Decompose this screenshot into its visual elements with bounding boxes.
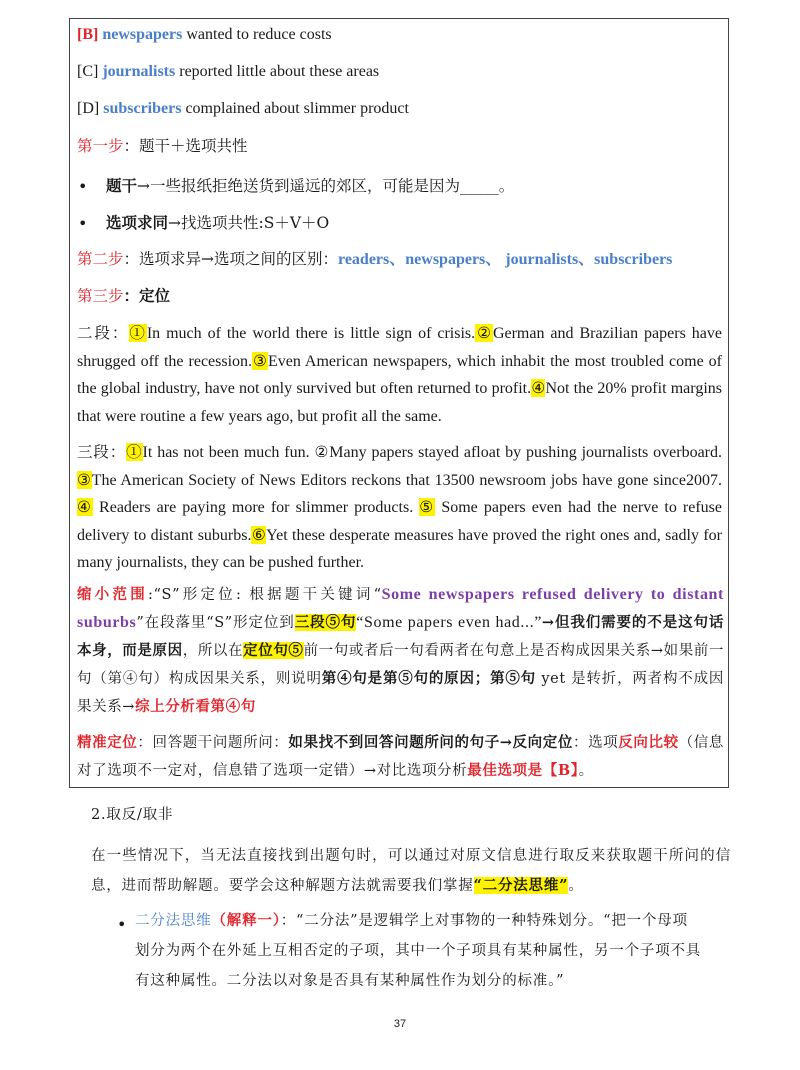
- option-b-subject: newspapers: [102, 26, 183, 43]
- paragraph-2: [77, 320, 722, 430]
- intro-end: 。: [568, 878, 584, 894]
- step1-label: 第一步: [77, 137, 124, 155]
- step2-label: 第二步: [77, 250, 124, 268]
- para2-sentence-3: Even American newspapers, which inhabit the most troubled come of the global industry, have not only survived but often returned to profit.: [77, 352, 722, 397]
- step2-line: [77, 249, 672, 270]
- narrow-text-4: →但我们需要的不是这句话本身，而是原因: [77, 614, 725, 659]
- explain-line-1: [135, 906, 735, 936]
- step3-text: ：定位: [123, 286, 171, 305]
- step1-bullet1: [106, 176, 514, 196]
- para3-label: 三段：: [77, 443, 127, 461]
- option-b: [77, 25, 332, 45]
- narrow-keyword: Some newspapers refused delivery to distant suburbs: [77, 586, 724, 631]
- para2-sentence-1: In much of the world there is little sign of crisis.: [146, 325, 476, 342]
- para3-sentence-5: Some papers even had the nerve to refuse delivery to distant suburbs.: [77, 499, 722, 544]
- para2-sentence-2: German and Brazilian papers have shrugged off the recession.: [77, 325, 722, 370]
- para3-sentence-6: Yet these desperate measures have proved the right ones and, sadly for many journalists, they can be pushed further.: [77, 526, 722, 571]
- para3-sentence-4: Readers are paying more for slimmer products.: [92, 499, 420, 516]
- para2-label: 二段：: [77, 324, 130, 342]
- sentence-marker: ②: [475, 324, 493, 342]
- precise-text-3: ：选项: [572, 735, 619, 751]
- explain-block: [135, 906, 735, 996]
- bullet-icon: •: [117, 915, 127, 934]
- narrow-text-6: 前一句或者后一句看两者在句意上是否构成因果关系→如果前一句（第④句）构成因果关系，则说明: [77, 643, 724, 687]
- sentence-marker: ③: [77, 470, 92, 489]
- explain-line-2: 划分为两个在外延上互相否定的子项，其中一个子项具有某种属性，另一个子项不具: [135, 943, 702, 959]
- option-c-letter: [C]: [77, 63, 103, 80]
- narrow-label: 缩小范围: [77, 586, 149, 603]
- precise-text-1: ：回答题干问题所问：: [137, 735, 289, 751]
- para3-sentence-1: It has not been much fun.: [142, 444, 315, 461]
- sentence-marker: ③: [252, 351, 268, 370]
- precise-text-5: （信息对了选项不一定对，信息错了选项一定错）→对比选项分析: [77, 735, 724, 779]
- precise-text-2: 如果找不到回答问题所问的句子→反向定位: [288, 734, 573, 751]
- intro-highlight: “二分法思维”: [473, 877, 569, 894]
- bullet2-head: 选项求同: [106, 213, 169, 232]
- narrow-text-3: “Some papers even had...”: [356, 614, 542, 631]
- explain-text-1: ：“二分法”是逻辑学上对事物的一种特殊划分。“把一个母项: [280, 913, 688, 929]
- precise-answer: 【B】: [542, 762, 579, 779]
- precise-text-4: 反向比较: [618, 734, 679, 751]
- section-intro: [91, 841, 731, 901]
- para3-sentence-3: The American Society of News Editors reckons that 13500 newsroom jobs have gone since2007.: [91, 471, 722, 489]
- narrow-text-2: ”在段落里“S”形定位到: [136, 615, 295, 631]
- option-c: [77, 62, 379, 82]
- step1-bullet2: [106, 213, 329, 233]
- step1-line: [77, 136, 248, 156]
- bullet2-text: →找选项共性:S＋V＋O: [168, 214, 330, 232]
- bullet-icon: •: [78, 214, 88, 233]
- para3-sentence-2: Many papers stayed afloat by pushing journalists overboard.: [329, 444, 722, 461]
- step1-text: ：题干＋选项共性: [123, 137, 248, 155]
- narrow-scope: [77, 581, 724, 721]
- explain-line-3: 有这种属性。二分法以对象是否具有某种属性作为划分的标准。”: [135, 973, 565, 989]
- step2-text: ：选项求异→选项之间的区别：: [123, 250, 339, 268]
- narrow-text-8: yet 是转折，两者构不成因果关系→: [77, 671, 724, 715]
- intro-text: 在一些情况下，当无法直接找到出题句时，可以通过对原文信息进行取反来获取题干所问的信息，进而帮助解题。要学会这种解题方法就需要我们掌握: [91, 848, 731, 894]
- option-b-text: wanted to reduce costs: [182, 26, 332, 43]
- explain-label: （解释一）: [211, 912, 281, 929]
- precise-location: [77, 729, 724, 785]
- narrow-text-7: 第④句是第⑤句的原因；第⑤句: [321, 670, 536, 687]
- narrow-location-2: 定位句⑤: [243, 642, 304, 659]
- sentence-marker: ①: [126, 443, 143, 461]
- step3-line: [77, 286, 170, 306]
- narrow-conclusion: 综上分析看第④句: [135, 698, 256, 715]
- narrow-location: 三段⑤句: [294, 614, 357, 631]
- explain-term: 二分法思维: [135, 913, 212, 929]
- option-d-letter: [D]: [77, 100, 104, 117]
- section-title: 2.取反/取非: [91, 807, 174, 823]
- bullet1-head: 题干: [106, 176, 138, 195]
- sentence-marker: ⑥: [251, 525, 267, 544]
- precise-label: 精准定位: [77, 734, 138, 751]
- sentence-marker: ⑤: [419, 498, 436, 516]
- option-c-text: reported little about these areas: [175, 63, 380, 80]
- paragraph-3: [77, 439, 722, 577]
- option-d-text: complained about slimmer product: [181, 100, 409, 117]
- bullet-icon: •: [78, 177, 88, 196]
- bullet1-text: →一些报纸拒绝送货到遥远的郊区，可能是因为_____。: [137, 177, 515, 195]
- option-d-subject: subscribers: [103, 100, 182, 117]
- step3-label: 第三步: [77, 287, 124, 305]
- precise-end: 。: [578, 763, 594, 779]
- option-c-subject: journalists: [102, 63, 176, 80]
- narrow-text-5: ，所以在: [182, 643, 244, 659]
- step2-keywords: readers、newspapers、 journalists、subscribers: [338, 251, 673, 268]
- sentence-marker: ④: [531, 379, 546, 397]
- precise-best: 最佳选项是: [467, 762, 543, 779]
- page-number: 37: [393, 1018, 407, 1030]
- narrow-text-1: :“S”形定位: 根据题干关键词“: [148, 587, 382, 603]
- sentence-marker: ④: [77, 498, 93, 516]
- sentence-marker: ①: [129, 324, 147, 342]
- sentence-marker: ②: [314, 443, 330, 461]
- option-d: [77, 99, 409, 119]
- option-b-letter: [B]: [77, 26, 99, 43]
- para2-sentence-4: Not the 20% profit margins that were routine a few years ago, but profit all the same.: [77, 380, 722, 425]
